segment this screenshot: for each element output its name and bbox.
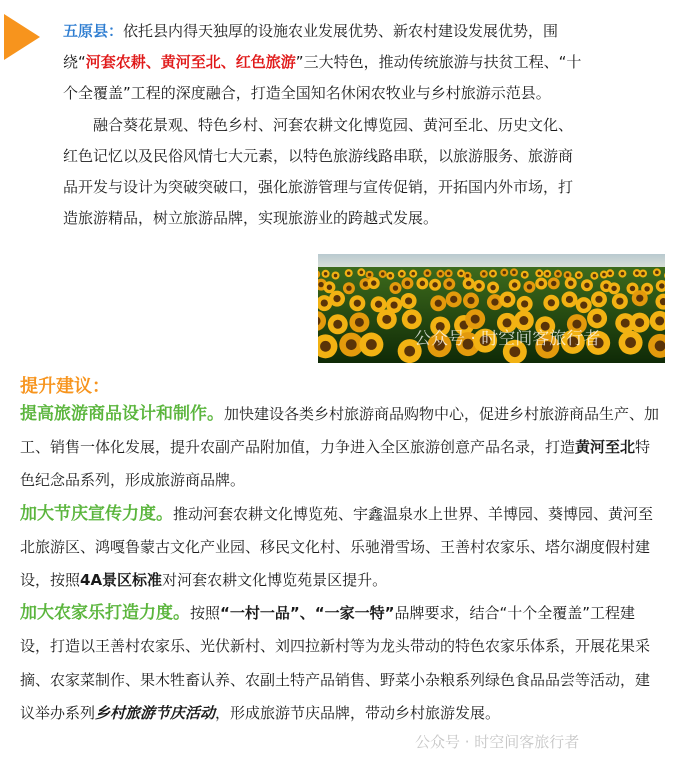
sunflower-center (467, 297, 474, 304)
intro-paragraph-2: 融合葵花景观、特色乡村、河套农耕文化博览园、黄河至北、历史文化、红色记忆以及民俗风情七大元素，以特色旅游线路串联，以旅游服务、旅游商品开发与设计为突破突破口，强化旅游管理与宣传促销，开拓国内外市场，打造旅游精品，树立旅游品牌，实现旅游业的跨越式发展。 (63, 115, 574, 228)
sunflower-center (616, 298, 623, 305)
sunflower-center (400, 272, 404, 276)
sunflower-center (375, 301, 382, 308)
sunflower-center (459, 272, 463, 276)
suggestion-3-text-end: ，形成旅游节庆品牌，带动乡村旅游发展。 (215, 703, 501, 722)
sunflower-center (636, 295, 643, 302)
sunflower-center (503, 271, 507, 275)
sunflower-center (405, 281, 410, 286)
sunflower-center (630, 286, 635, 291)
sunflower-center (334, 274, 338, 278)
sunflower-center (584, 283, 589, 288)
suggestion-item-1 (20, 398, 660, 498)
photo-watermark: 公众号 · 时空间客旅行者 (414, 329, 601, 349)
sunflower-center (366, 339, 377, 350)
sunflower-center (324, 272, 328, 276)
sunflower-center (602, 273, 606, 277)
sunflower-center (655, 271, 659, 275)
sunflower-center (466, 281, 471, 286)
sunflower-field-photo (318, 254, 665, 363)
orange-arrow-icon (4, 14, 40, 60)
sunflower-center (482, 272, 486, 276)
sunflower-center (407, 315, 416, 324)
sunflower-center (641, 272, 645, 276)
sunflower-center (603, 283, 608, 288)
suggestion-3-text-mid: 品牌要求，结合“十个全覆盖”工程建设，打造以王善村农家乐、光伏新村、刘四拉新村等为龙头带动的特色农家乐体系，开展花果采摘、农家菜制作、果木牲畜认养、农副土特产品销售、野菜小杂粮系列绿色食品品尝等活动，建议举办系列 (20, 604, 651, 722)
sunflower-center (450, 296, 457, 303)
sunflower-center (595, 296, 602, 303)
sunflower-center (539, 281, 544, 286)
sunflower-center (655, 340, 665, 351)
sunflower-center (405, 297, 412, 304)
suggestion-2-bold: 4A景区标准 (80, 571, 163, 590)
suggestion-2-text-end: 对河套农耕文化博览苑景区提升。 (162, 571, 388, 590)
suggestion-1-text: 加快建设各类乡村旅游商品购物中心，促进乡村旅游商品生产、加工、销售一体化发展，提升农副产品附加值，力争进入全区旅游创意产品名录，打造 (20, 405, 660, 457)
sunflower-center (476, 283, 481, 288)
sunflower-center (432, 282, 437, 287)
sunflower-center (504, 296, 511, 303)
sunflower-center (371, 280, 376, 285)
sunflower-center (659, 283, 664, 288)
county-intro (63, 16, 583, 234)
sunflower-center (566, 296, 573, 303)
sunflower-center (566, 273, 570, 277)
suggestion-3-text: 按照 (190, 604, 221, 623)
footer-watermark: 公众号 · 时空间客旅行者 (415, 733, 580, 751)
sunflower-center (333, 320, 342, 329)
suggestion-3-bold-2: 乡村旅游节庆活动 (95, 703, 216, 722)
three-features-highlight: 河套农耕、黄河至北、红色旅游 (85, 53, 296, 72)
sunflower-center (523, 273, 527, 277)
sunflower-center (611, 286, 616, 291)
sunflower-center (439, 272, 443, 276)
sunflower-center (320, 341, 331, 352)
suggestions-list (20, 398, 660, 730)
sunflower-center (551, 281, 556, 286)
sunflower-center (635, 318, 644, 327)
sunflower-center (625, 337, 636, 348)
intro-paragraph-1 (63, 16, 583, 110)
county-name: 五原县： (63, 22, 124, 40)
sunflower-center (577, 273, 581, 277)
sunflower-center (354, 300, 361, 307)
sunflower-center (381, 272, 385, 276)
sunflower-center (346, 286, 351, 291)
suggestion-1-heading: 提高旅游商品设计和制作。 (20, 404, 224, 424)
sunflower-center (538, 271, 542, 275)
sunflower-center (568, 280, 573, 285)
sunflower-center (426, 271, 430, 275)
suggestion-1-bold: 黄河至北 (575, 438, 636, 457)
sunflower-center (318, 282, 323, 287)
suggestion-3-bold-1: “一村一品”、“一家一特” (220, 604, 395, 623)
suggestion-item-2 (20, 498, 660, 598)
sunflower-center (447, 272, 451, 276)
suggestion-1-text-end: 特色纪念品系列，形成旅游商品牌。 (20, 438, 651, 490)
sunflower-center (389, 274, 393, 278)
sunflower-center (491, 272, 495, 276)
sunflower-center (527, 284, 532, 289)
sunflower-center (644, 286, 649, 291)
sunflower-center (521, 300, 528, 307)
sunflower-center (347, 271, 351, 275)
sunflower-center (382, 315, 391, 324)
intro-text-a: 依托县内得天独厚的设施农业发展优势、新农村建设发展优势，围绕“ (63, 22, 559, 72)
sunflower-center (471, 315, 480, 324)
sunflower-center (435, 300, 442, 307)
sunflower-center (621, 272, 625, 276)
sunflower-center (411, 272, 415, 276)
sunflower-center (490, 285, 495, 290)
sunflower-center (360, 271, 364, 275)
sunflower-center (321, 299, 328, 306)
sunflower-center (466, 274, 470, 278)
sunflower-center (580, 302, 587, 309)
sunflower-center (556, 272, 560, 276)
sunflower-center (655, 316, 664, 325)
sunflower-center (327, 285, 332, 290)
sunflower-center (355, 318, 364, 327)
sunflower-center (447, 281, 452, 286)
sunflower-center (363, 281, 368, 286)
sunflower-center (390, 301, 397, 308)
sunflower-center (608, 271, 612, 275)
sunflower-center (635, 271, 639, 275)
sunflower-center (368, 273, 372, 277)
sunflower-center (346, 339, 357, 350)
sunflower-center (621, 319, 630, 328)
sunflower-center (545, 272, 549, 276)
sunflower-center (333, 295, 340, 302)
suggestion-3-heading: 加大农家乐打造力度。 (20, 603, 190, 624)
sunflower-center (420, 281, 425, 286)
sunflower-center (393, 285, 398, 290)
suggestion-2-text: 推动河套农耕文化博览苑、宇鑫温泉水上世界、羊博园、葵博园、黄河至北旅游区、鸿嘎鲁蒙古文化产业园、移民文化村、乐驰滑雪场、王善村农家乐、塔尔湖度假村建设，按照 (20, 504, 654, 590)
suggestions-title: 提升建议： (20, 376, 110, 397)
sunflower-center (512, 271, 516, 275)
suggestion-2-heading: 加大节庆宣传力度。 (20, 503, 173, 524)
intro-text-b: ”三大特色，推动传统旅游与扶贫工程、“十个全覆盖”工程的深度融合，打造全国知名休闲农牧业与乡村旅游示范县。 (63, 53, 582, 103)
sunflower-center (593, 314, 602, 323)
sunflower-center (548, 299, 555, 306)
sunflower-center (491, 299, 498, 306)
sunflower-center (593, 274, 597, 278)
suggestion-item-3 (20, 597, 660, 730)
sunflower-center (512, 282, 517, 287)
